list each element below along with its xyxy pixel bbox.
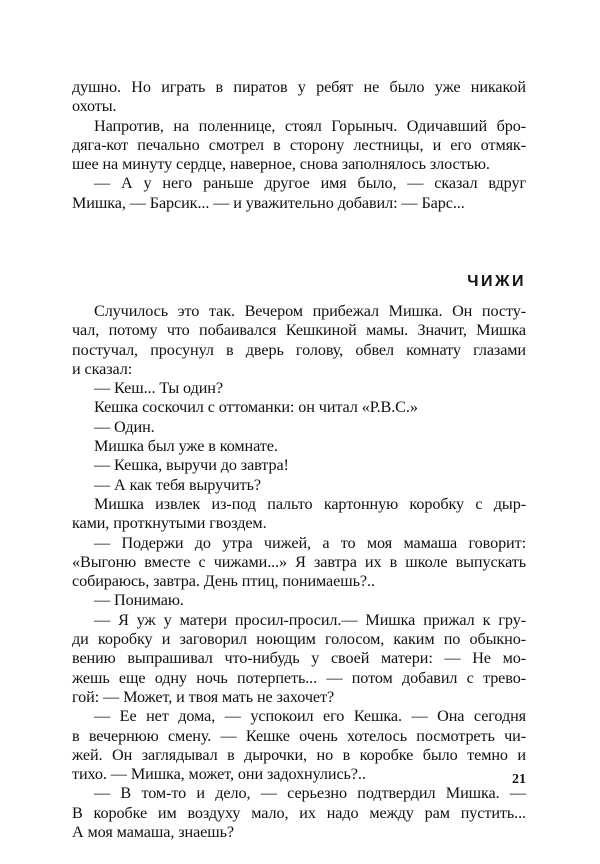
page-number: 21 bbox=[512, 772, 526, 787]
text-line: — Один. bbox=[94, 417, 155, 436]
text-line: Кешка соскочил с оттоманки: он читал «Р.В.С.» bbox=[94, 398, 418, 417]
text-line: — Ее нет дома, — успокоил его Кешка. — Она сегодня bbox=[94, 707, 526, 726]
text-line: ди коробку и заговорил ноющим голосом, каким по обыкно- bbox=[72, 630, 526, 649]
text-line: жей. Он заглядывал в дырочки, но в коробке было темно и bbox=[72, 745, 526, 764]
text-line: — Подержи до утра чижей, а то моя мамаша говорит: bbox=[94, 533, 526, 552]
text-line: Мишка был уже в комнате. bbox=[94, 437, 278, 456]
text-line: вению выпрашивал что-нибудь у своей матери: — Не мо- bbox=[72, 649, 526, 668]
text-line: Мишка извлек из-под пальто картонную коробку с дыр- bbox=[94, 494, 526, 513]
previous-story-text bbox=[72, 78, 526, 213]
text-line: — А как тебя выручить? bbox=[94, 475, 262, 494]
text-line: — А у него раньше другое имя было, — сказал вдруг bbox=[94, 174, 526, 193]
text-line: — Понимаю. bbox=[94, 591, 184, 610]
text-line: жешь еще одну ночь потерпеть... — потом добавил с трево- bbox=[72, 668, 526, 687]
chapter-title: ЧИЖИ bbox=[467, 273, 526, 290]
text-line: А моя мамаша, знаешь? bbox=[72, 823, 234, 842]
text-line: шее на минуту сердце, наверное, снова заполнялось злостью. bbox=[72, 155, 490, 174]
text-line: и сказал: bbox=[72, 359, 133, 378]
text-line: собираюсь, завтра. День птиц, понимаешь?.. bbox=[72, 572, 375, 591]
text-line: дяга-кот печально смотрел в сторону лестницы, и его отмяк- bbox=[72, 135, 526, 154]
text-line: Напротив, на поленнице, стоял Горыныч. Одичавший бро- bbox=[94, 116, 526, 135]
text-line: — Кешка, выручи до завтра! bbox=[94, 456, 289, 475]
text-line: душно. Но играть в пиратов у ребят не было уже никакой bbox=[72, 78, 526, 96]
text-line: — Я уж у матери просил-просил.— Мишка прижал к гру- bbox=[94, 610, 526, 629]
text-line: гой: — Может, и твоя мать не захочет? bbox=[72, 687, 335, 706]
text-line: ками, проткнутыми гвоздем. bbox=[72, 514, 267, 533]
text-line: чал, потому что побаивался Кешкиной мамы. Значит, Мишка bbox=[72, 321, 526, 340]
text-line: Случилось это так. Вечером прибежал Мишка. Он посту- bbox=[94, 302, 526, 320]
text-line: постучал, просунул в дверь голову, обвел комнату глазами bbox=[72, 340, 526, 359]
text-line: охоты. bbox=[72, 97, 117, 116]
text-line: — В том-то и дело, — серьезно подтвердил Мишка. — bbox=[94, 784, 526, 803]
text-line: тихо. — Мишка, может, они задохнулись?.. bbox=[72, 765, 366, 784]
text-line: — Кеш... Ты один? bbox=[94, 379, 223, 398]
text-line: В коробке им воздуху мало, их надо между рам пустить... bbox=[72, 803, 526, 822]
chapter-body-text bbox=[72, 302, 526, 842]
text-line: Мишка, — Барсик... — и уважительно добавил: — Барс... bbox=[72, 193, 465, 212]
text-line: «Выгоню вместе с чижами...» Я завтра их в школе выпускать bbox=[72, 552, 526, 571]
text-line: в вечернюю смену. — Кешке очень хотелось посмотреть чи- bbox=[72, 726, 526, 745]
